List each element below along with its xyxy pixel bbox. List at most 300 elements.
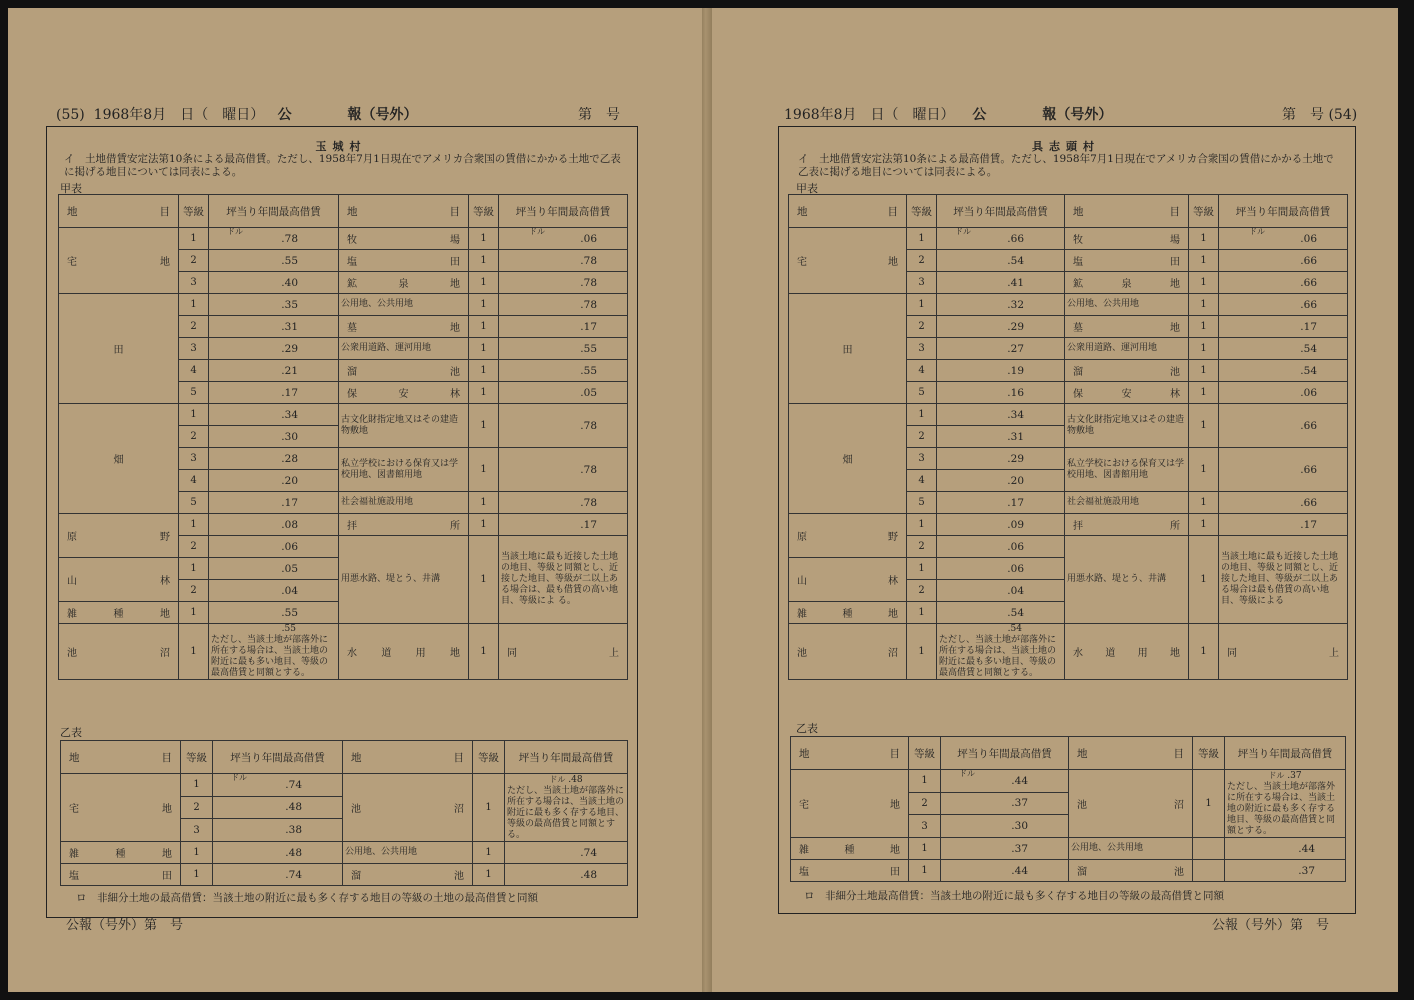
dollar-unit: ドル	[231, 773, 247, 782]
kou-table	[58, 194, 628, 680]
dollar-unit: ドル	[549, 775, 566, 784]
otsu-table	[790, 736, 1346, 882]
value: .78	[499, 272, 628, 294]
page-number: (54)	[1328, 107, 1358, 123]
land-bunkazai: 古文化財指定地又はその建造物敷地	[1065, 404, 1189, 448]
grade: 1	[1189, 404, 1219, 448]
dollar-unit: ドル	[959, 769, 975, 778]
value: .17	[209, 492, 339, 514]
grade: 4	[179, 470, 209, 492]
land-ta: 田	[789, 294, 907, 404]
value: .20	[937, 470, 1065, 492]
value: .48	[505, 864, 628, 886]
value: .40	[209, 272, 339, 294]
value: .66	[1219, 404, 1348, 448]
table-row	[59, 514, 628, 536]
value: .55	[209, 250, 339, 272]
value: .44	[941, 860, 1069, 882]
grade: 1	[907, 602, 937, 624]
land-tameike: 溜 池	[1069, 860, 1193, 882]
grade: 3	[907, 338, 937, 360]
col-chimoku: 地 目	[343, 741, 473, 774]
value: .54	[1219, 360, 1348, 382]
value: .09	[937, 514, 1065, 536]
col-tokyu: 等級	[473, 741, 505, 774]
grade: 1	[179, 558, 209, 580]
value: .28	[209, 448, 339, 470]
header-issue: 第 号	[578, 107, 620, 123]
table-header-row	[791, 737, 1346, 770]
value: .74	[213, 864, 343, 886]
land-koyo: 公用地、公共用地	[343, 842, 473, 864]
grade: 4	[907, 470, 937, 492]
header-issue: 第 号	[1282, 107, 1324, 123]
grade: 2	[907, 536, 937, 558]
dollar-unit: ドル	[529, 227, 545, 236]
land-gakko: 私立学校における保育又は学校用地、図書館用地	[1065, 448, 1189, 492]
value: .17	[499, 316, 628, 338]
note-ro: ロ 非細分土地最高借賃：当該土地の附近に最も多く存する地目の等級の最高借賃と同額	[804, 890, 1224, 902]
grade: 1	[469, 536, 499, 624]
grade: 1	[909, 838, 941, 860]
page-footer: 公報（号外）第 号	[1212, 918, 1330, 933]
col-tokyu: 等級	[469, 195, 499, 228]
land-enden: 塩 田	[61, 864, 181, 886]
value: .54	[1007, 624, 1022, 634]
value: .30	[941, 815, 1069, 838]
col-chimoku: 地 目	[1065, 195, 1189, 228]
land-enden: 塩 田	[339, 250, 469, 272]
grade: 1	[1189, 294, 1219, 316]
table-row	[791, 860, 1346, 882]
value: .44	[1225, 838, 1346, 860]
table-row	[789, 404, 1348, 426]
value: .78	[499, 492, 628, 514]
table-header-row	[61, 741, 628, 774]
grade: 1	[181, 842, 213, 864]
table-row	[59, 404, 628, 426]
otsu-table	[60, 740, 628, 886]
land-bochi: 墓 地	[1065, 316, 1189, 338]
value-text: .66	[1007, 232, 1024, 245]
grade	[1193, 838, 1225, 860]
grade: 1	[1189, 250, 1219, 272]
grade: 1	[1193, 770, 1225, 838]
value: .16	[937, 382, 1065, 404]
village-title: 具志頭村	[1032, 140, 1100, 153]
value	[937, 228, 1065, 250]
value	[941, 770, 1069, 793]
grade: 3	[179, 448, 209, 470]
right-page	[712, 8, 1398, 992]
grade: 1	[907, 514, 937, 536]
land-hatake: 畑	[789, 404, 907, 514]
value: .06	[937, 536, 1065, 558]
grade: 2	[909, 792, 941, 815]
grade: 1	[469, 316, 499, 338]
land-suido: 水 道 用 地	[339, 624, 469, 680]
table-row	[61, 774, 628, 797]
value: .04	[209, 580, 339, 602]
value: .29	[937, 316, 1065, 338]
value	[499, 228, 628, 250]
value: .06	[209, 536, 339, 558]
value: .06	[937, 558, 1065, 580]
value-text: .44	[1011, 774, 1028, 787]
value: .29	[209, 338, 339, 360]
grade: 3	[181, 819, 213, 842]
value: .37	[1225, 860, 1346, 882]
land-bunkazai: 古文化財指定地又はその建造物敷地	[339, 404, 469, 448]
land-kokyo-doro: 公衆用道路、運河用地	[1065, 338, 1189, 360]
value: .66	[1219, 272, 1348, 294]
grade: 3	[907, 272, 937, 294]
value: .31	[209, 316, 339, 338]
grade: 5	[179, 492, 209, 514]
grade: 2	[179, 426, 209, 448]
grade: 1	[909, 770, 941, 793]
value: .78	[499, 294, 628, 316]
grade: 4	[907, 360, 937, 382]
value: .21	[209, 360, 339, 382]
grade: 1	[1189, 272, 1219, 294]
land-tameike: 溜 池	[339, 360, 469, 382]
note-buraku: ただし、当該土地が部落外に所在する場合は、当該土地の附近に最も多く存する地目、等級の最高借賃と同額とする。	[507, 786, 625, 840]
land-zasshu: 雑 種 地	[59, 602, 179, 624]
value: .78	[499, 404, 628, 448]
land-hoanrin: 保 安 林	[339, 382, 469, 404]
col-tokyu: 等級	[907, 195, 937, 228]
value: .48	[213, 796, 343, 819]
grade: 1	[907, 624, 937, 680]
value	[213, 774, 343, 797]
land-takuchi: 宅 地	[61, 774, 181, 842]
grade: 2	[179, 316, 209, 338]
grade: 1	[179, 404, 209, 426]
grade: 1	[469, 492, 499, 514]
otsu-label: 乙表	[796, 722, 818, 735]
land-koyo: 公用地、公共用地	[339, 294, 469, 316]
grade: 2	[907, 580, 937, 602]
land-suido: 水 道 用 地	[1065, 624, 1189, 680]
col-chimoku: 地 目	[61, 741, 181, 774]
value: .31	[937, 426, 1065, 448]
col-chimoku: 地 目	[339, 195, 469, 228]
value: .37	[941, 792, 1069, 815]
value: .34	[209, 404, 339, 426]
otsu-label: 乙表	[60, 726, 82, 739]
value	[1219, 228, 1348, 250]
col-tokyu: 等級	[1189, 195, 1219, 228]
value: .78	[499, 250, 628, 272]
grade: 1	[469, 448, 499, 492]
grade: 1	[181, 774, 213, 797]
note-buraku: ただし、当該土地が部落外に所在する場合は、当該土地の附近に最も多く存する地目、等級の最高借賃と同額とする。	[1227, 782, 1336, 836]
table-row	[61, 864, 628, 886]
grade: 5	[907, 492, 937, 514]
value	[507, 774, 625, 786]
value: .05	[499, 382, 628, 404]
value: .29	[937, 448, 1065, 470]
grade: 1	[473, 864, 505, 886]
note-i: イ 土地借賃安定法第10条による最高借賃。ただし、1958年7月1日現在でアメリカ合衆国の賃借にかかる土地で乙表に掲げる地目については同表による。	[64, 153, 621, 178]
right-header-end	[1282, 104, 1357, 124]
table-row	[61, 842, 628, 864]
col-chimoku: 地 目	[59, 195, 179, 228]
grade: 1	[473, 842, 505, 864]
land-ikenuma: 池 沼	[789, 624, 907, 680]
land-suiro: 用悪水路、堤とう、井溝	[1065, 536, 1189, 624]
grade: 3	[179, 338, 209, 360]
grade: 2	[179, 536, 209, 558]
value: .54	[937, 602, 1065, 624]
grade: 3	[179, 272, 209, 294]
grade: 1	[179, 228, 209, 250]
grade: 1	[1189, 316, 1219, 338]
dollar-unit: ドル	[955, 227, 971, 236]
ikenuma-value-cell	[937, 624, 1065, 680]
grade: 1	[469, 514, 499, 536]
grade: 1	[179, 624, 209, 680]
kou-table	[788, 194, 1348, 680]
grade: 3	[909, 815, 941, 838]
value-text: .78	[281, 232, 298, 245]
col-tokyu: 等級	[179, 195, 209, 228]
value: .55	[499, 360, 628, 382]
note-ro: ロ 非細分土地の最高借賃：当該土地の附近に最も多く存する地目の等級の土地の最高借賃と同額	[76, 892, 538, 904]
left-page	[8, 8, 702, 992]
land-suiro: 用悪水路、堤とう、井溝	[339, 536, 469, 624]
table-header-row	[59, 195, 628, 228]
table-header-row	[789, 195, 1348, 228]
col-chimoku: 地 目	[789, 195, 907, 228]
land-ikenuma: 池 沼	[59, 624, 179, 680]
value: .04	[937, 580, 1065, 602]
land-takuchi: 宅 地	[59, 228, 179, 294]
grade	[1193, 860, 1225, 882]
dollar-unit: ドル	[1268, 771, 1285, 780]
table-row	[791, 838, 1346, 860]
header-date: 1968年8月 日（ 曜日）	[93, 107, 265, 123]
land-tameike: 溜 池	[343, 864, 473, 886]
value: .54	[937, 250, 1065, 272]
value: .66	[1219, 492, 1348, 514]
grade: 1	[469, 624, 499, 680]
col-shakuchin: 坪当り年間最高借賃	[1225, 737, 1346, 770]
land-zasshu: 雑 種 地	[61, 842, 181, 864]
value: .34	[937, 404, 1065, 426]
value	[209, 228, 339, 250]
value-text: .37	[1287, 771, 1302, 781]
value: .17	[499, 514, 628, 536]
note-rinsetsu: 当該土地に最も近接した土地の地目、等級と同額とし、近接した地目、等級が二以上ある場合は、最も借賃の高い地目、等級によ る。	[499, 536, 628, 624]
grade: 1	[909, 860, 941, 882]
land-takuchi: 宅 地	[789, 228, 907, 294]
value: .05	[209, 558, 339, 580]
grade: 1	[1189, 338, 1219, 360]
grade: 5	[907, 382, 937, 404]
grade: 1	[179, 294, 209, 316]
grade: 1	[907, 228, 937, 250]
land-sanrin: 山 林	[59, 558, 179, 602]
value: .35	[209, 294, 339, 316]
land-hoanrin: 保 安 林	[1065, 382, 1189, 404]
value: .32	[937, 294, 1065, 316]
land-ikenuma: 池 沼	[1069, 770, 1193, 838]
value: .41	[937, 272, 1065, 294]
grade: 1	[179, 514, 209, 536]
value: .17	[209, 382, 339, 404]
col-shakuchin: 坪当り年間最高借賃	[1219, 195, 1348, 228]
grade: 1	[907, 294, 937, 316]
value	[1227, 770, 1343, 782]
value: .66	[1219, 448, 1348, 492]
land-zasshu: 雑 種 地	[789, 602, 907, 624]
grade: 1	[1189, 514, 1219, 536]
table-row	[59, 294, 628, 316]
land-zasshu: 雑 種 地	[791, 838, 909, 860]
village-title: 玉城村	[315, 140, 367, 153]
page-footer: 公報（号外）第 号	[66, 918, 184, 933]
grade: 1	[469, 338, 499, 360]
same-as-above: 同 上	[499, 624, 628, 680]
header-date: 1968年8月 日（ 曜日）	[784, 107, 955, 123]
land-gakko: 私立学校における保育又は学校用地、図書館用地	[339, 448, 469, 492]
grade: 1	[469, 360, 499, 382]
table-row	[789, 514, 1348, 536]
value: .55	[281, 624, 296, 634]
land-kokyo-doro: 公衆用道路、運河用地	[339, 338, 469, 360]
land-koyo: 公用地、公共用地	[1069, 838, 1193, 860]
kou-label: 甲表	[796, 182, 818, 195]
col-shakuchin: 坪当り年間最高借賃	[937, 195, 1065, 228]
value-text: .48	[568, 775, 583, 785]
value: .19	[937, 360, 1065, 382]
value: .55	[209, 602, 339, 624]
table-row	[789, 294, 1348, 316]
land-bochi: 墓 地	[339, 316, 469, 338]
grade: 1	[1189, 360, 1219, 382]
value: .54	[1219, 338, 1348, 360]
col-tokyu: 等級	[181, 741, 213, 774]
dollar-unit: ドル	[1249, 227, 1265, 236]
right-header	[784, 104, 1112, 124]
value: .74	[505, 842, 628, 864]
grade: 1	[469, 404, 499, 448]
value: .17	[937, 492, 1065, 514]
land-ikenuma: 池 沼	[343, 774, 473, 842]
grade: 2	[181, 796, 213, 819]
value: .66	[1219, 250, 1348, 272]
value: .55	[499, 338, 628, 360]
table-row	[789, 228, 1348, 250]
grade: 2	[907, 250, 937, 272]
land-tameike: 溜 池	[1065, 360, 1189, 382]
value: .08	[209, 514, 339, 536]
grade: 1	[469, 272, 499, 294]
grade: 1	[1189, 536, 1219, 624]
col-tokyu: 等級	[909, 737, 941, 770]
grade: 5	[179, 382, 209, 404]
land-enden: 塩 田	[1065, 250, 1189, 272]
grade: 2	[179, 580, 209, 602]
grade: 4	[179, 360, 209, 382]
grade: 1	[469, 228, 499, 250]
left-header	[56, 104, 418, 124]
land-kosen: 鉱 泉 地	[1065, 272, 1189, 294]
value: .27	[937, 338, 1065, 360]
col-shakuchin: 坪当り年間最高借賃	[209, 195, 339, 228]
table-row	[59, 228, 628, 250]
land-haisho: 拝 所	[1065, 514, 1189, 536]
land-takuchi: 宅 地	[791, 770, 909, 838]
land-ta: 田	[59, 294, 179, 404]
value: .38	[213, 819, 343, 842]
table-row	[791, 770, 1346, 793]
grade: 1	[181, 864, 213, 886]
header-publication: 公 報（号外）	[972, 107, 1113, 123]
land-bokujo: 牧 場	[339, 228, 469, 250]
value: .17	[1219, 316, 1348, 338]
value: .06	[1219, 382, 1348, 404]
same-as-above: 同 上	[1219, 624, 1348, 680]
note-buraku: ただし、当該土地が部落外に所在する場合は、当該土地の附近に最も多い地目、等級の最高借賃と同額とする。	[211, 635, 329, 678]
land-fukushi: 社会福祉施設用地	[339, 492, 469, 514]
note-rinsetsu: 当該土地に最も近接した土地の地目、等級と同額とし、近接した地目、等級が二以上ある場合は最も借賃の高い地目、等級による	[1219, 536, 1348, 624]
grade: 1	[469, 294, 499, 316]
col-chimoku: 地 目	[791, 737, 909, 770]
ikenuma-value-cell	[505, 774, 628, 842]
col-shakuchin: 坪当り年間最高借賃	[213, 741, 343, 774]
col-shakuchin: 坪当り年間最高借賃	[505, 741, 628, 774]
header-publication: 公 報（号外）	[277, 107, 418, 123]
kou-label: 甲表	[60, 182, 82, 195]
col-chimoku: 地 目	[1069, 737, 1193, 770]
grade: 3	[907, 448, 937, 470]
land-haisho: 拝 所	[339, 514, 469, 536]
value: .48	[213, 842, 343, 864]
value: .30	[209, 426, 339, 448]
land-enden: 塩 田	[791, 860, 909, 882]
col-shakuchin: 坪当り年間最高借賃	[941, 737, 1069, 770]
grade: 1	[179, 602, 209, 624]
page-number: (55)	[56, 107, 85, 123]
note-i: イ 土地借賃安定法第10条による最高借賃。ただし、1958年7月1日現在でアメリカ合衆国の賃借にかかる土地で乙表に掲げる地目については同表による。	[798, 153, 1334, 178]
grade: 1	[469, 250, 499, 272]
grade: 1	[1189, 624, 1219, 680]
grade: 2	[179, 250, 209, 272]
value: .78	[499, 448, 628, 492]
value: .20	[209, 470, 339, 492]
grade: 2	[907, 316, 937, 338]
ikenuma-value-cell	[209, 624, 339, 680]
col-tokyu: 等級	[1193, 737, 1225, 770]
land-genya: 原 野	[59, 514, 179, 558]
land-fukushi: 社会福祉施設用地	[1065, 492, 1189, 514]
value-text: .06	[580, 232, 597, 245]
value: .17	[1219, 514, 1348, 536]
grade: 1	[907, 404, 937, 426]
land-bokujo: 牧 場	[1065, 228, 1189, 250]
grade: 1	[1189, 228, 1219, 250]
grade: 1	[1189, 382, 1219, 404]
land-sanrin: 山 林	[789, 558, 907, 602]
value-text: .06	[1300, 232, 1317, 245]
value: .37	[941, 838, 1069, 860]
land-genya: 原 野	[789, 514, 907, 558]
value-text: .74	[285, 778, 302, 791]
land-koyo: 公用地、公共用地	[1065, 294, 1189, 316]
